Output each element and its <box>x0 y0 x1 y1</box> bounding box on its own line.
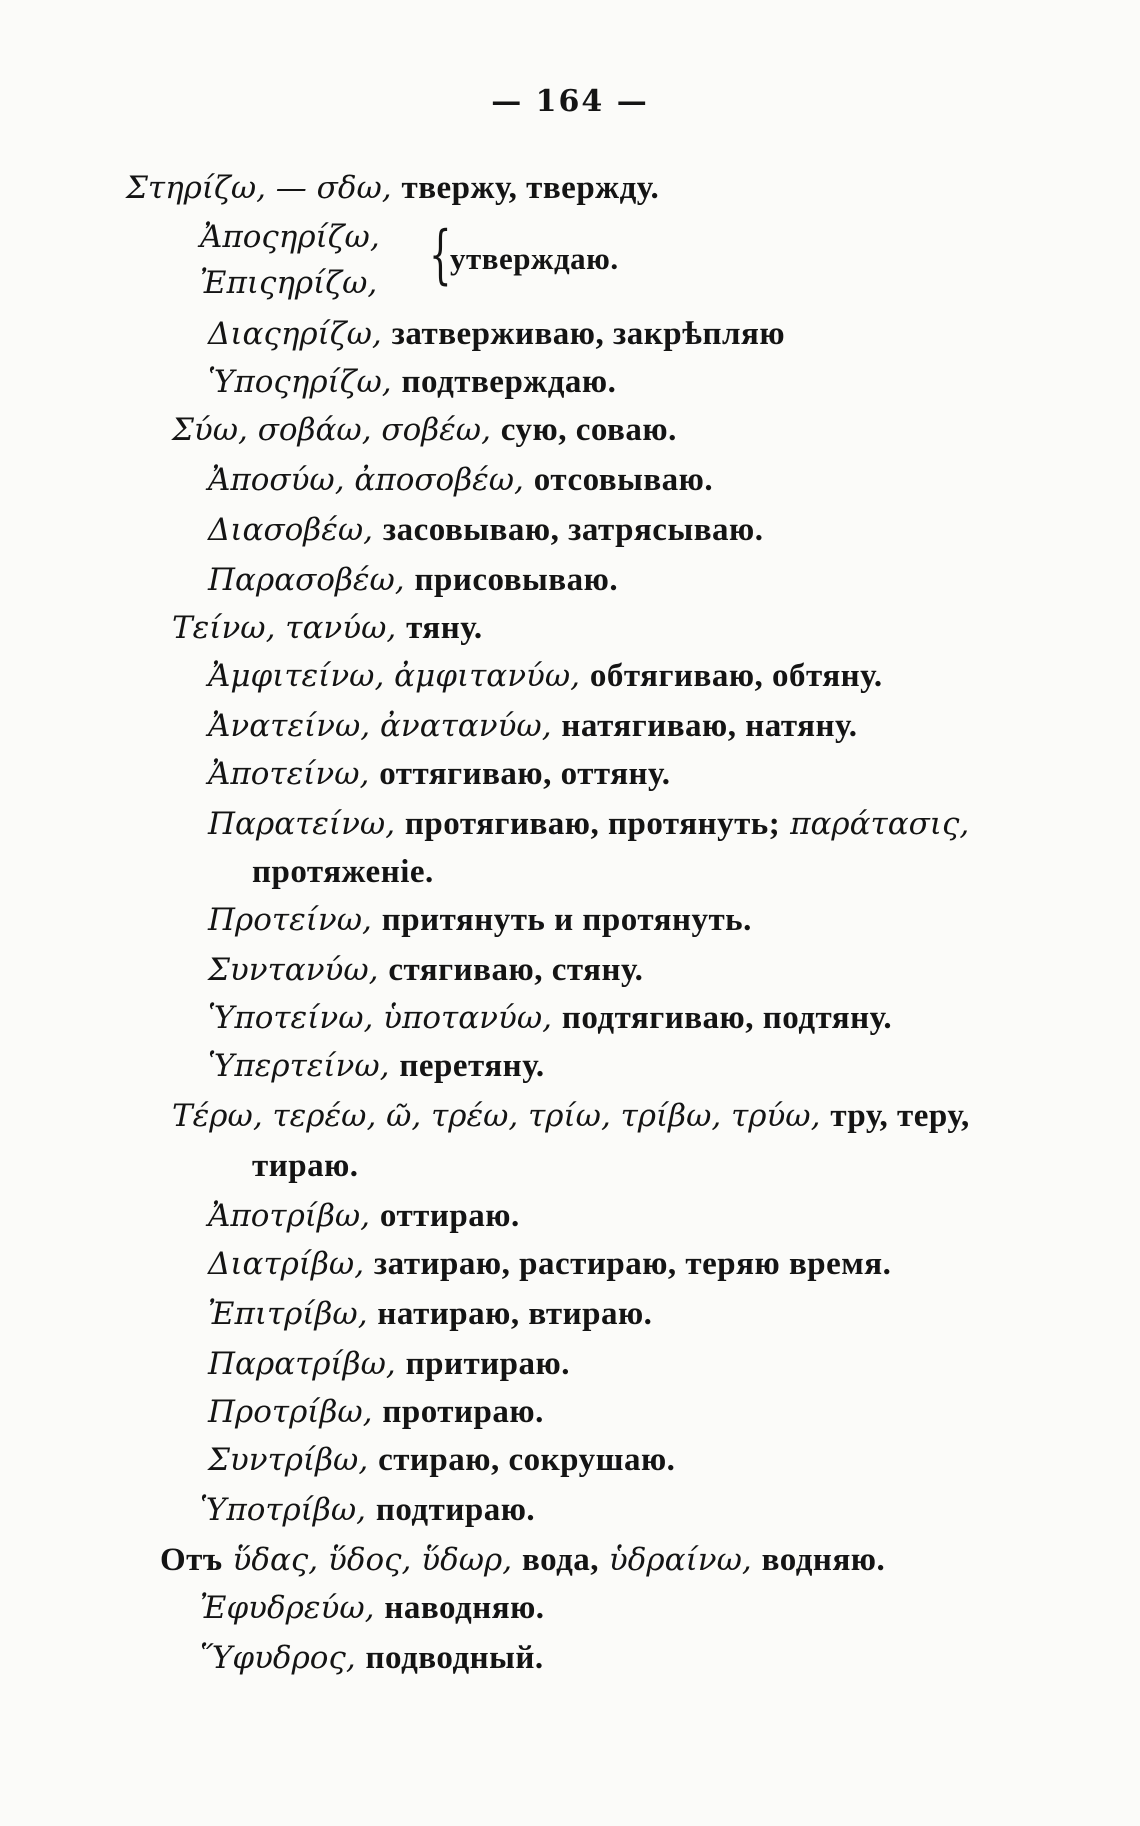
russian-meaning: оттягиваю, оттяну. <box>379 756 671 792</box>
russian-meaning: тяну. <box>406 610 483 646</box>
russian-meaning: наводняю. <box>384 1590 545 1626</box>
entry-line <box>160 1540 885 1580</box>
russian-meaning: стягиваю, стяну. <box>388 952 644 988</box>
russian-meaning: затверживаю, закрѣпляю <box>391 316 786 352</box>
entry-line <box>208 706 858 746</box>
page-number: — 164 — <box>491 84 649 119</box>
russian-meaning: засовываю, затрясываю. <box>382 512 764 548</box>
greek-headword: Παρατρίβω, <box>208 1346 396 1382</box>
greek-derivative: ὑδραίνω, <box>608 1542 752 1578</box>
russian-meaning: тру, теру, <box>830 1098 970 1134</box>
entry-line <box>208 804 969 844</box>
russian-meaning: подтягиваю, подтяну. <box>561 1000 893 1036</box>
entry-line <box>200 1588 545 1628</box>
russian-meaning: водняю. <box>761 1542 886 1578</box>
russian-meaning: подтираю. <box>375 1492 536 1528</box>
greek-headword: Τέρω, τερέω, ῶ, τρέω, τρίω, τρίβω, τρύω, <box>172 1098 821 1134</box>
greek-headword: Ἀποςηρίζω, <box>200 219 380 255</box>
greek-headword: Διαςηρίζω, <box>208 316 382 352</box>
russian-meaning: протираю. <box>382 1394 544 1430</box>
entry-line <box>200 1490 535 1530</box>
entry-line <box>126 168 659 208</box>
russian-meaning: обтягиваю, обтяну. <box>589 658 883 694</box>
russian-meaning: сую, совaю. <box>500 412 677 448</box>
russian-meaning: протяженiе. <box>252 854 434 890</box>
russian-meaning: протягиваю, протянуть; <box>404 806 781 842</box>
brace-symbol: { <box>429 218 452 292</box>
russian-meaning: присовываю. <box>414 562 619 598</box>
entry-line <box>172 608 483 648</box>
greek-headword: Ἀποσύω, ἀποσοβέω, <box>208 462 524 498</box>
greek-headword: Ὑποςηρίζω, <box>208 364 392 400</box>
entry-line <box>208 754 671 794</box>
russian-meaning: подводный. <box>365 1640 544 1676</box>
entry-line <box>208 950 643 990</box>
russian-meaning: Отъ <box>160 1542 223 1578</box>
greek-headword: Προτείνω, <box>208 902 372 938</box>
russian-meaning: затираю, растираю, теряю время. <box>373 1246 892 1282</box>
greek-headword: ὕδας, ὕδος, ὕδωρ, <box>232 1542 513 1578</box>
entry-line <box>200 1638 544 1678</box>
russian-meaning: натираю, втираю. <box>377 1296 653 1332</box>
russian-meaning: подтверждаю. <box>401 364 617 400</box>
greek-headword: Τείνω, τανύω, <box>172 610 397 646</box>
russian-meaning: твержу, твержду. <box>401 170 660 206</box>
greek-headword: Συντρίβω, <box>208 1442 369 1478</box>
greek-headword: Διασοβέω, <box>208 512 373 548</box>
entry-line <box>208 1244 891 1284</box>
greek-headword: Στηρίζω, — σδω, <box>126 170 392 206</box>
entry-line <box>208 460 713 500</box>
greek-headword: Ἐφυδρεύω, <box>200 1590 375 1626</box>
greek-headword: Ἐπιςηρίζω, <box>200 265 378 301</box>
brace-group <box>200 217 700 307</box>
greek-headword: Ἐπιτρίβω, <box>208 1296 368 1332</box>
greek-headword: Διατρίβω, <box>208 1246 365 1282</box>
russian-meaning: вода, <box>521 1542 600 1578</box>
greek-headword: Ὑποτείνω, ὑποτανύω, <box>208 1000 552 1036</box>
entry-line <box>208 1344 570 1384</box>
entry-line <box>208 510 764 550</box>
entry-line <box>208 1046 545 1086</box>
entry-line <box>208 998 892 1038</box>
russian-meaning: притянуть и протянуть. <box>381 902 752 938</box>
russian-meaning: стираю, сокрушаю. <box>378 1442 676 1478</box>
entry-line <box>208 362 616 402</box>
entry-line <box>208 1294 652 1334</box>
russian-meaning: перетяну. <box>399 1048 545 1084</box>
greek-headword: Ἀνατείνω, ἀνατανύω, <box>208 708 552 744</box>
entry-line <box>172 1096 970 1136</box>
entry-line <box>208 560 618 600</box>
entry-line <box>252 852 434 892</box>
greek-headword: Ἀποτείνω, <box>208 756 370 792</box>
entry-line <box>252 1146 359 1186</box>
greek-headword: Ἀμφιτείνω, ἀμφιτανύω, <box>208 658 581 694</box>
greek-derivative: παράτασις, <box>790 806 970 842</box>
russian-meaning: натягиваю, натяну. <box>561 708 858 744</box>
greek-headword: Παρασοβέω, <box>208 562 405 598</box>
greek-headword: Συντανύω, <box>208 952 379 988</box>
greek-headword: Ἀποτρίβω, <box>208 1198 371 1234</box>
russian-meaning: оттираю. <box>379 1198 520 1234</box>
entry-line <box>208 900 752 940</box>
entry-line <box>208 656 883 696</box>
greek-headword: Ὑποτρίβω, <box>200 1492 366 1528</box>
entry-line <box>172 410 677 450</box>
greek-headword: Προτρίβω, <box>208 1394 373 1430</box>
greek-headword: Σύω, σοβάω, σοβέω, <box>172 412 491 448</box>
entry-line <box>208 1440 675 1480</box>
entry-line <box>208 1196 520 1236</box>
greek-headword: Παρατείνω, <box>208 806 396 842</box>
russian-meaning: тираю. <box>252 1148 359 1184</box>
entry-line <box>208 1392 544 1432</box>
greek-headword: Ὑπερτείνω, <box>208 1048 390 1084</box>
russian-meaning: отсовываю. <box>533 462 714 498</box>
greek-headword: Ὕφυδρος, <box>200 1640 356 1676</box>
entry-line <box>208 314 785 354</box>
russian-meaning: притираю. <box>405 1346 571 1382</box>
russian-meaning: утверждаю. <box>450 241 619 276</box>
